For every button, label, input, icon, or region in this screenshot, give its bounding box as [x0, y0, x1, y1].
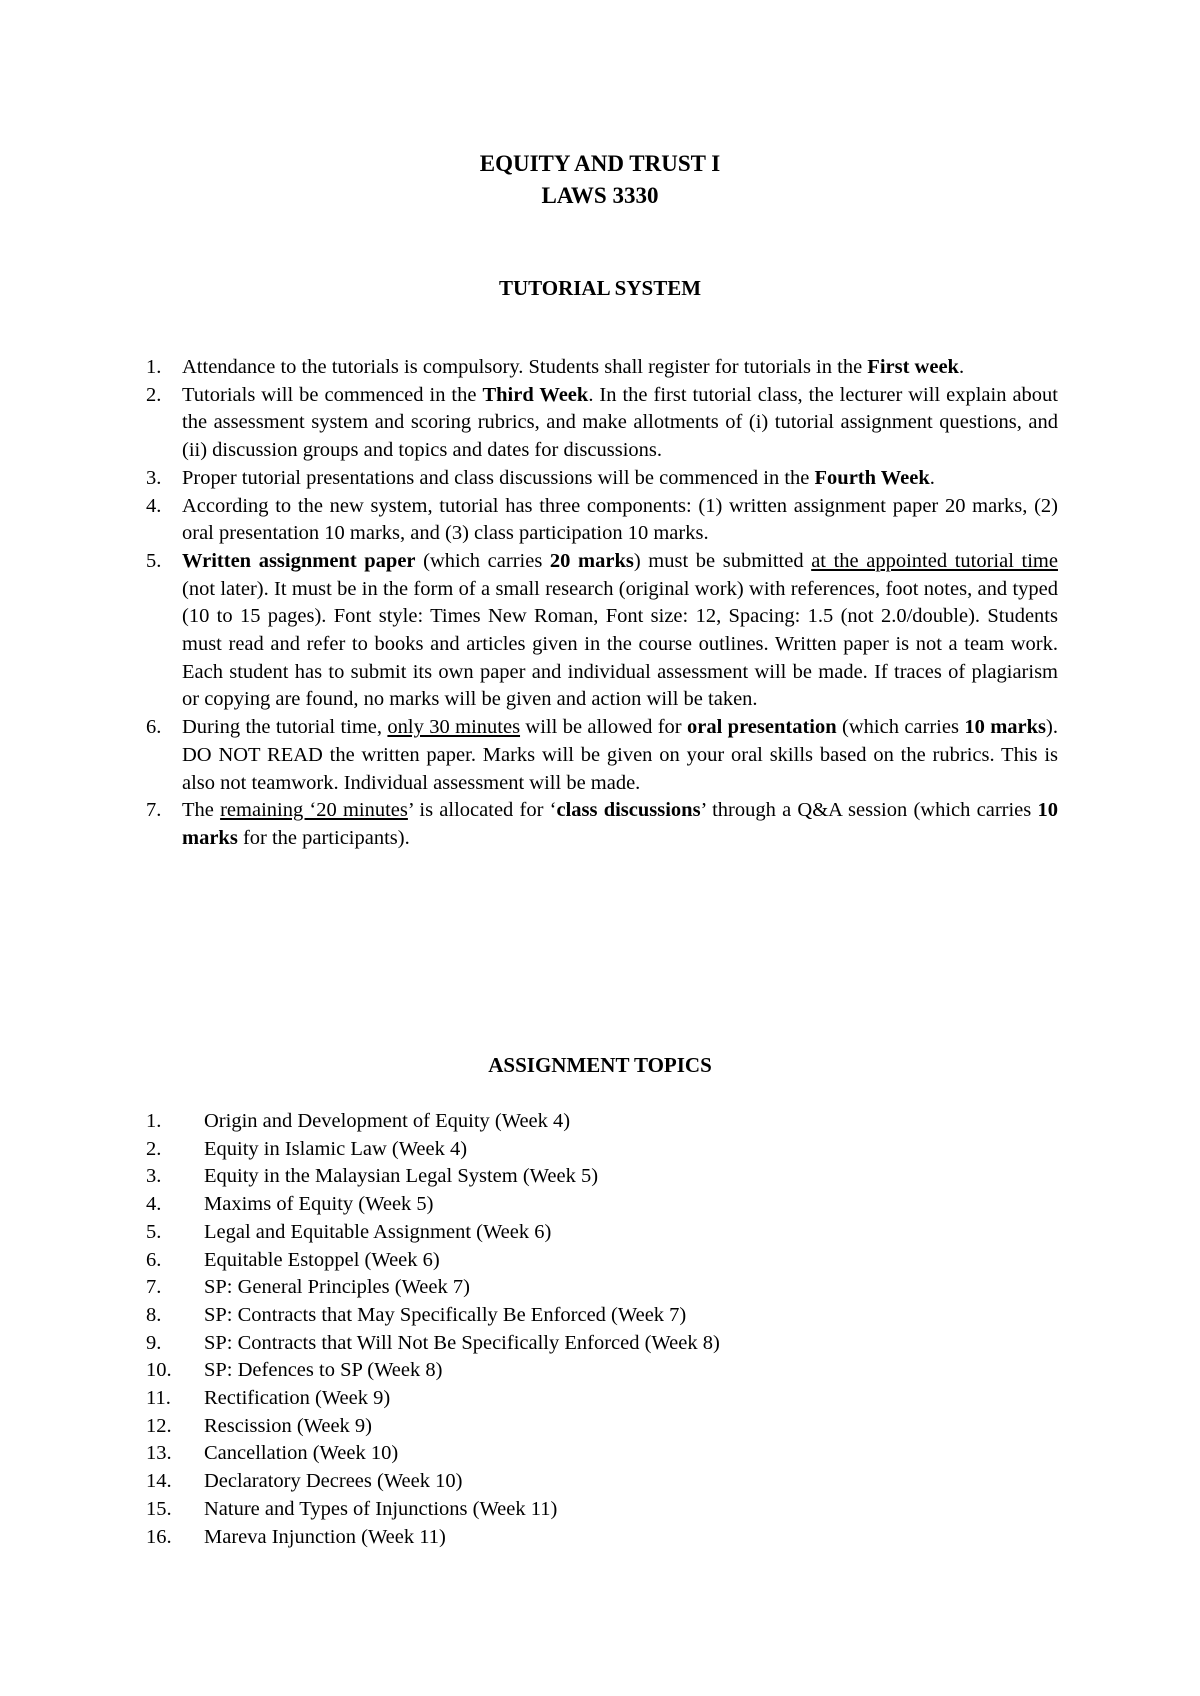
tutorial-rules-list: [146, 354, 1058, 853]
tutorial-rule-item: [146, 354, 1058, 382]
rule-text: .: [958, 356, 965, 378]
assignment-topic-item: [146, 1274, 1058, 1302]
assignment-topic-item: [146, 1108, 1058, 1136]
assignment-topic-item: [146, 1357, 1058, 1385]
topic-text: Equity in Islamic Law (Week 4): [204, 1137, 468, 1160]
rule-text: (not later). It must be in the form of a small research (original work) with references, foot notes, and typed (10 to 15 pages). Font style: Times New Roman, Font size: 12, Spacing: 1.5 (not 2.0/double). Students must read and refer to books and articles given in the course outlines. Written paper is not a team work. Each student has to submit its own paper and individual assessment will be made. If traces of plagiarism or copying are found, no marks will be given and action will be taken.: [182, 577, 1058, 711]
assignment-topic-item: [146, 1163, 1058, 1191]
topic-text: Origin and Development of Equity (Week 4): [204, 1110, 571, 1132]
list-item-number: 4.: [146, 494, 162, 517]
topic-text: Equity in the Malaysian Legal System (Week 5): [204, 1165, 599, 1188]
list-item-number: 11.: [146, 1387, 171, 1410]
emphasis-text: oral presentation: [687, 716, 837, 739]
topic-text: Rescission (Week 9): [204, 1414, 373, 1437]
assignment-topics-list: [146, 1108, 1058, 1551]
assignment-topic-item: [146, 1247, 1058, 1275]
topic-text: Nature and Types of Injunctions (Week 11): [204, 1497, 558, 1520]
list-item-number: 5.: [146, 549, 162, 572]
list-item-number: 16.: [146, 1525, 172, 1548]
emphasis-text: 20 marks: [549, 549, 634, 572]
topic-text: Maxims of Equity (Week 5): [204, 1193, 434, 1216]
emphasis-text: Written assignment paper: [182, 549, 416, 572]
rule-text: Tutorials will be commenced in the: [182, 383, 483, 406]
emphasis-text: class discussions: [556, 799, 701, 822]
list-item-number: 4.: [146, 1193, 162, 1216]
rule-text: (which carries: [415, 549, 550, 572]
list-item-number: 15.: [146, 1497, 172, 1520]
assignment-topics-heading: ASSIGNMENT TOPICS: [488, 1053, 712, 1077]
rule-text: Proper tutorial presentations and class discussions will be commenced in the: [182, 466, 815, 489]
tutorial-rule-item: [146, 465, 1058, 493]
emphasis-text: 10 marks: [182, 799, 1058, 849]
emphasis-text: Fourth Week: [814, 466, 930, 489]
list-item-number: 12.: [146, 1414, 172, 1437]
underlined-text: remaining ‘20 minutes: [220, 799, 408, 822]
assignment-topic-item: [146, 1413, 1058, 1441]
list-item-number: 1.: [146, 356, 162, 378]
rule-text: for the participants).: [237, 826, 410, 849]
assignment-topic-item: [146, 1385, 1058, 1413]
rule-text: .: [929, 466, 935, 489]
assignment-topic-item: [146, 1191, 1058, 1219]
rule-text: During the tutorial time,: [182, 716, 388, 739]
rule-text: Attendance to the tutorials is compulsory. Students shall register for tutorials in the: [182, 356, 868, 378]
rule-text: will be allowed for: [520, 716, 687, 739]
tutorial-rule-item: [146, 714, 1058, 797]
list-item-number: 13.: [146, 1442, 172, 1465]
rule-text: ’ through a Q&A session (which carries: [700, 799, 1038, 822]
emphasis-text: 10 marks: [964, 716, 1047, 739]
list-item-number: 3.: [146, 466, 162, 489]
underlined-text: only 30 minutes: [387, 716, 521, 739]
topic-text: Legal and Equitable Assignment (Week 6): [204, 1220, 552, 1243]
tutorial-rule-item: [146, 797, 1058, 852]
tutorial-rule-item: [146, 382, 1058, 465]
assignment-topic-item: [146, 1440, 1058, 1468]
underlined-text: at the appointed tutorial time: [811, 549, 1058, 572]
list-item-number: 14.: [146, 1470, 172, 1493]
document-title: EQUITY AND TRUST I: [479, 151, 721, 176]
rule-text: ’ is allocated for ‘: [407, 799, 557, 822]
rule-text: (which carries: [836, 716, 965, 739]
rule-text: ) must be submitted: [633, 549, 812, 572]
assignment-topic-item: [146, 1468, 1058, 1496]
topic-text: Mareva Injunction (Week 11): [204, 1525, 446, 1548]
assignment-topic-item: [146, 1302, 1058, 1330]
list-item-number: 2.: [146, 383, 162, 406]
list-item-number: 9.: [146, 1331, 162, 1354]
list-item-number: 6.: [146, 1248, 162, 1271]
assignment-topic-item: [146, 1496, 1058, 1524]
topic-text: SP: General Principles (Week 7): [204, 1276, 470, 1299]
list-item-number: 6.: [146, 716, 162, 739]
list-item-number: 5.: [146, 1220, 162, 1243]
topic-text: SP: Contracts that Will Not Be Specifically Enforced (Week 8): [204, 1331, 720, 1354]
topic-text: SP: Contracts that May Specifically Be Enforced (Week 7): [204, 1303, 687, 1326]
list-item-number: 7.: [146, 799, 162, 822]
emphasis-text: First week: [867, 356, 959, 378]
assignment-topic-item: [146, 1219, 1058, 1247]
rule-text: ). DO NOT READ the written paper. Marks will be given on your oral skills based on the rubrics. This is also not teamwork. Individual assessment will be made.: [182, 716, 1058, 794]
rule-text: The: [182, 799, 221, 822]
topic-text: Cancellation (Week 10): [204, 1442, 399, 1465]
list-item-number: 2.: [146, 1137, 162, 1160]
topic-text: Declaratory Decrees (Week 10): [204, 1470, 463, 1493]
tutorial-rule-item: [146, 493, 1058, 548]
list-item-number: 7.: [146, 1276, 162, 1299]
topic-text: Equitable Estoppel (Week 6): [204, 1248, 440, 1271]
list-item-number: 3.: [146, 1165, 162, 1188]
list-item-number: 1.: [146, 1110, 162, 1132]
list-item-number: 8.: [146, 1303, 162, 1326]
tutorial-system-heading: TUTORIAL SYSTEM: [498, 276, 702, 300]
assignment-topic-item: [146, 1330, 1058, 1358]
assignment-topic-item: [146, 1524, 1058, 1552]
rule-text: . In the first tutorial class, the lecturer will explain about the assessment system and scoring rubrics, and make allotments of (i) tutorial assignment questions, and (ii) discussion groups and topics and dates for discussions.: [182, 383, 1058, 462]
list-item-number: 10.: [146, 1359, 172, 1382]
topic-text: Rectification (Week 9): [204, 1387, 391, 1410]
tutorial-rule-item: [146, 548, 1058, 714]
assignment-topic-item: [146, 1136, 1058, 1164]
emphasis-text: Third Week: [482, 383, 589, 406]
rule-text: According to the new system, tutorial has three components: (1) written assignment paper 20 marks, (2) oral presentation 10 marks, and (3) class participation 10 marks.: [182, 494, 1058, 545]
topic-text: SP: Defences to SP (Week 8): [204, 1359, 443, 1382]
course-code: LAWS 3330: [541, 183, 659, 208]
